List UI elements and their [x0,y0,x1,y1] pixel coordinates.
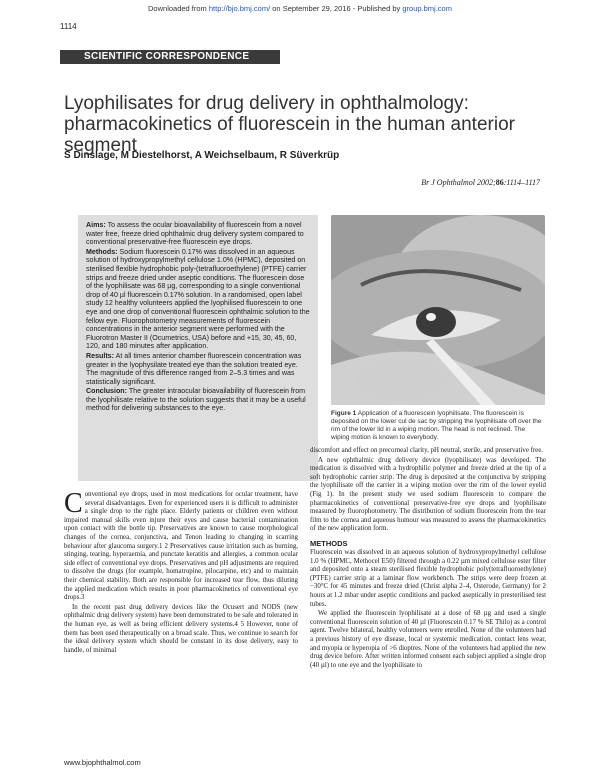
abstract-box [78,215,318,481]
body-column-right-bottom [310,549,546,671]
abstract-results: Results: At all times anterior chamber fluorescein concentration was greater in the lyophysilate treated eye than the solution treated eye. The magnitude of this difference ranged from 2–5.3 times and was statistically significant. [86,351,302,386]
drop-cap: C [64,488,83,519]
body-column-right-top [310,447,546,535]
footer-url[interactable]: www.bjophthalmol.com [64,758,141,767]
section-banner: SCIENTIFIC CORRESPONDENCE [60,50,280,64]
citation-line: Br J Ophthalmol 2002;86:1114–1117 [421,178,540,187]
author-list: S Dinslage, M Diestelhorst, A Weichselbaum, R Süverkrüp [64,150,340,161]
publisher-link[interactable]: group.bmj.com [402,4,452,13]
intro-paragraph-2: In the recent past drug delivery devices like the Ocusert and NODS (new ophthalmic drug delivery system) have been demonstrated to be safe and tolerated in the human eye, as well as being efficient delivery systems.4 5 However, none of them has been used therapeutically on a broad scale. Thus, we continue to search for the ideal delivery system which should be constant in its dose delivery, easy to handle, of minimal [64,603,298,654]
eye-application-illustration [331,215,545,405]
article-title: Lyophilisates for drug delivery in ophthalmology: pharmacokinetics of fluorescein in the human anterior segment [64,92,515,156]
figure-caption: Figure 1 Application of a fluorescein lyophilisate. The fluorescein is deposited on the lower cul de sac by stripping the lyophilisate off over the rim of the lower lid in a wiping motion. The head is not reclined. The wiping motion is known to everybody. [331,410,542,441]
abstract-methods: Methods: Sodium fluorescein 0.17% was dissolved in an aqueous solution of hydroxypropylmethyl cellulose 1.0% (HPMC), deposited on sterilised flexible hydrophobic poly-(tetrafluoroethylene) (PTFE) carrier strips and freeze dried under aseptic conditions. The fluorescein dose of the lyophilisate was 68 µg, corresponding to a single conventional drop of 40 µl fluorescein 0.17% solution. In a randomised, open label study 12 healthy volunteers applied the lyophilised fluorescein to one eye and one drop of conventional fluorescein ophthalmic solution to the fellow eye. Fluorophotometry measurements of fluorescein concentrations in the anterior segment were performed with the Fluorotron Master II (Ocumetrics, USA) before and +15, 30, 45, 60, 120, and 180 minutes after application. [86,247,310,351]
intro-paragraph-4: A new ophthalmic drug delivery device (lyophilisate) was developed. The medication is dissolved with a hydrophilic polymer and freeze dried at the tip of a soft hydrophobic carrier strip. The drug is deposited at the conjunctiva by stripping the lyophilisate off the carrier in a wiping motion over the rim of the lower eyelid (Fig 1). In the present study we used sodium fluorescein to compare the pharmacokinetics of conventional preservative-free eye drops and lyophilisate measured by fluorophotometry. The distribution of sodium fluorescein from the tear film to the cornea and aqueous humour was measured to assess the pharmacokinetics of the new application form. [310,456,546,533]
methods-heading: METHODS [310,539,348,548]
methods-paragraph-2: We applied the fluorescein lyophilisate at a dose of 68 µg and used a single conventional fluorescein solution of 40 µl (Fluorescein 0.17 % SE Thilo) as a control agent. Twelve bilateral, healthy volunteers were enrolled. None of the volunteers had a previous history of eye disease, local or systemic medication, contact lens wear, and myopia or hyperopia of >6 dioptres. None of the volunteers had applied the new drug device before. After written informed consent each subject applied a single drop (40 µl) to one eye and the lyophilisate to [310,610,546,669]
journal-link[interactable]: http://bjo.bmj.com/ [208,4,271,13]
page-number: 1114 [60,22,77,31]
abstract-conclusion: Conclusion: The greater intraocular bioavailability of fluorescein from the lyophilisate relative to the solution suggests that it may be a useful method for delivering substances to the eye. [86,387,306,413]
download-banner: Downloaded from http://bjo.bmj.com/ on September 29, 2016 - Published by group.bmj.com [148,4,452,13]
body-column-left [64,488,298,656]
abstract-aims: Aims: To assess the ocular bioavailability of fluorescein from a novel water free, freeze dried ophthalmic drug delivery system compared to conventional preservative-free fluorescein eye drops. [86,221,304,247]
methods-paragraph-1: Fluorescein was dissolved in an aqueous solution of hydroxypropylmethyl cellulose 1.0 % (HPMC, Methocel E50) filtered through a 0.22 µm mixed cellulose ester filter and deposited onto a steam sterilised flexible hydrophobic poly(tetrafluoroethylene) (PTFE) carrier strip at a laminar flow workbench. The strips were deep frozen at −30°C for 45 minutes and freeze dried (Christ alpha 2–4, Osterode, Germany) for 2 hours at 1.2 mbar under aseptic conditions and packed aseptically in presterilised test tubes. [310,549,546,608]
intro-paragraph-1: Conventional eye drops, used in most medications for ocular treatment, have several disadvantages. Even for experienced users it is difficult to administer a single drop to the right place. Elderly patients or children even without impaired manual skills even injure their eyes and cause bacterial contamination upon contact with the bottle tip. Preservatives are known to cause morphological changes of the cornea, conjunctiva, and Tenon leading to changing in scarring behaviour after glaucoma surgery.1 2 Preservatives cause irritation such as burning, stinging, tearing, hyperaemia, and punctate keratitis and allergies, a common ocular side effect of conventional eye drops. Preservatives and pH adjustments are required to dissolve the drugs (for example, homatropine, pilocarpine, etc) and to maintain their chemical stability. Both are responsible for increased tear flow, thus diluting the applied medication which results in poor pharmacokinetics of conventional eye drops.3 [64,488,298,602]
intro-paragraph-3: discomfort and effect on precorneal clarity, pH neutral, sterile, and preservative free. [310,447,544,454]
figure-photo [331,215,545,405]
